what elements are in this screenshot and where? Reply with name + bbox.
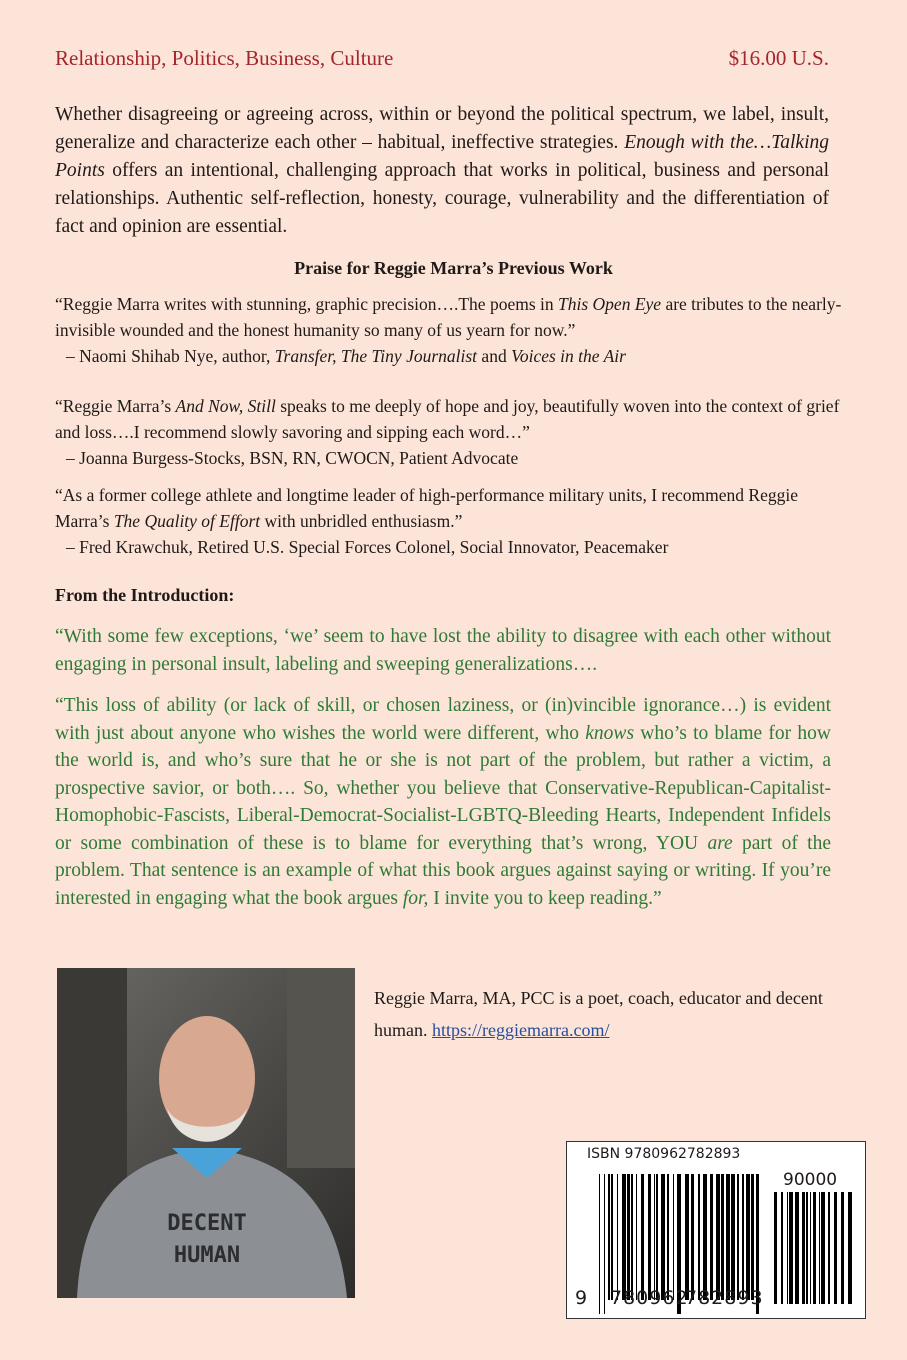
bio-text: Reggie Marra, MA, PCC is a poet, coach, educator and decent human. [374,988,823,1040]
barcode-bar [742,1174,744,1300]
praise-quote-2 [55,393,845,471]
addon-bar [795,1192,799,1304]
quote-attribution [55,534,845,560]
addon-bar [810,1192,811,1304]
barcode-bar [611,1174,613,1300]
barcode-bar [654,1174,655,1300]
addon-bar [821,1192,825,1304]
addon-bar [802,1192,805,1304]
addon-bar [774,1192,777,1304]
text-segment: – Joanna Burgess-Stocks, BSN, RN, CWOCN, Patient Advocate [66,448,519,468]
text-segment: “Reggie Marra’s [55,396,176,416]
addon-bar [781,1192,783,1304]
barcode-bar [631,1174,633,1300]
barcode-bar [661,1174,665,1300]
barcode-bar [737,1174,739,1300]
text-segment: – Naomi Shihab Nye, author, [66,346,275,366]
praise-heading: Praise for Reggie Marra’s Previous Work [294,258,613,278]
text-segment: “With some few exceptions, ‘we’ seem to have lost the ability to disagree with each other without engaging in personal insult, labeling and sweeping generalizations…. [55,626,831,675]
shirt-text-2: HUMAN [173,1243,241,1268]
author-bio [374,982,834,1046]
italic-title: knows [585,722,635,744]
text-segment: “This loss of ability (or lack of skill, or chosen laziness, or (in)vincible ignorance…) is evident with just about anyone who wishes the world were different, who [55,695,831,744]
barcode-bar [726,1174,730,1300]
praise-quote-1 [55,291,845,369]
addon-bar [841,1192,844,1304]
addon-bar [806,1192,808,1304]
author-website-link[interactable]: https://reggiemarra.com/ [432,1020,610,1040]
intro-paragraph-1 [55,623,831,678]
barcode-first-digit: 9 [575,1287,588,1309]
text-segment: – Fred Krawchuk, Retired U.S. Special Forces Colonel, Social Innovator, Peacemaker [66,537,669,557]
barcode-bar [636,1174,637,1300]
barcode-bar [710,1174,713,1300]
addon-number: 90000 [783,1170,838,1190]
barcode-bar [673,1174,674,1300]
barcode-bar [641,1174,644,1300]
cover-header [55,46,829,71]
quote-text [55,393,845,445]
text-segment: are tributes to the nearly-invisible wounded and the honest humanity so many of us yearn for now.” [55,294,842,340]
text-segment: I invite you to keep reading.” [428,887,662,909]
addon-bar [834,1192,837,1304]
quote-attribution [55,445,845,471]
text-segment: “Reggie Marra writes with stunning, graphic precision….The poems in [55,294,559,314]
book-blurb [55,101,829,241]
barcode-bar [608,1174,610,1300]
barcode-bar [691,1174,694,1300]
addon-bar [828,1192,830,1304]
text-segment: who’s to blame for how the world is, and who’s sure that he or she is not part of the problem, but rather a victim, a prospective savior, or both…. So, whether you believe that Conservative-Republican-Capitalist-Homophobic-Fascists, Liberal-Democrat-Socialist-LGBTQ-Bleeding Hearts, Independent Infidels or some combination of these is to blame for everything that’s wrong, YOU [55,722,831,854]
italic-title: Transfer, The Tiny Journalist [274,346,478,366]
italic-title: Voices in the Air [511,346,626,366]
barcode-bar [746,1174,750,1300]
text-segment: Whether disagreeing or agreeing across, within or beyond the political spectrum, we label, insult, generalize and characterize each other – habitual, ineffective strategies. [55,104,829,153]
category-text: Relationship, Politics, Business, Culture [55,46,394,70]
italic-title: And Now, Still [175,396,276,416]
barcode-bar [604,1174,605,1314]
addon-bar [789,1192,793,1304]
text-segment: part of the problem. That sentence is an example of what this book argues against saying or writing. If you’re interested in engaging what the book argues [55,832,831,909]
price-text: $16.00 U.S. [728,46,829,70]
barcode-bar [731,1174,735,1300]
barcode-right-digits: 782893 [685,1287,764,1309]
addon-bar [819,1192,820,1304]
italic-title: for, [402,887,429,909]
author-photo [57,968,355,1298]
italic-title: are [707,832,733,854]
quote-attribution [55,343,845,369]
italic-title: This Open Eye [558,294,662,314]
quote-text [55,291,845,343]
addon-bar [813,1192,816,1304]
barcode-bar [751,1174,754,1300]
italic-title: Enough with the…Talking Points [55,132,829,181]
barcode-bar [721,1174,724,1300]
intro-paragraph-2 [55,692,831,912]
barcode-bar [617,1174,618,1300]
intro-heading: From the Introduction: [55,585,235,605]
barcode-bar [703,1174,707,1300]
barcode-bar [622,1174,626,1300]
text-segment: and [477,346,512,366]
text-segment: speaks to me deeply of hope and joy, beautifully woven into the context of grief and loss….I recommend slowly savoring and sipping each word…” [55,396,840,442]
addon-bar [848,1192,852,1304]
text-segment: “As a former college athlete and longtime leader of high-performance military units, I recommend Reggie Marra’s [55,485,798,531]
barcode-bar [599,1174,600,1314]
text-segment: offers an intentional, challenging approach that works in political, business and personal relationships. Authentic self-reflection, honesty, courage, vulnerability and the differentiation of fact and opinion are essential. [55,160,829,237]
barcode-bar [698,1174,700,1300]
italic-title: The Quality of Effort [113,511,261,531]
barcode-bar [648,1174,651,1300]
shirt-text-1: DECENT [167,1211,247,1236]
isbn-barcode [566,1141,866,1319]
barcode-bar [685,1174,689,1300]
barcode-bar [656,1174,658,1300]
barcode-left-digits: 780962 [610,1287,689,1309]
text-segment: with unbridled enthusiasm.” [260,511,463,531]
quote-text [55,482,845,534]
barcode-bar [716,1174,720,1300]
praise-quote-3 [55,482,845,560]
barcode-bar [667,1174,669,1300]
barcode-bar [627,1174,630,1300]
isbn-label: ISBN 9780962782893 [587,1146,741,1162]
addon-bar [787,1192,788,1304]
